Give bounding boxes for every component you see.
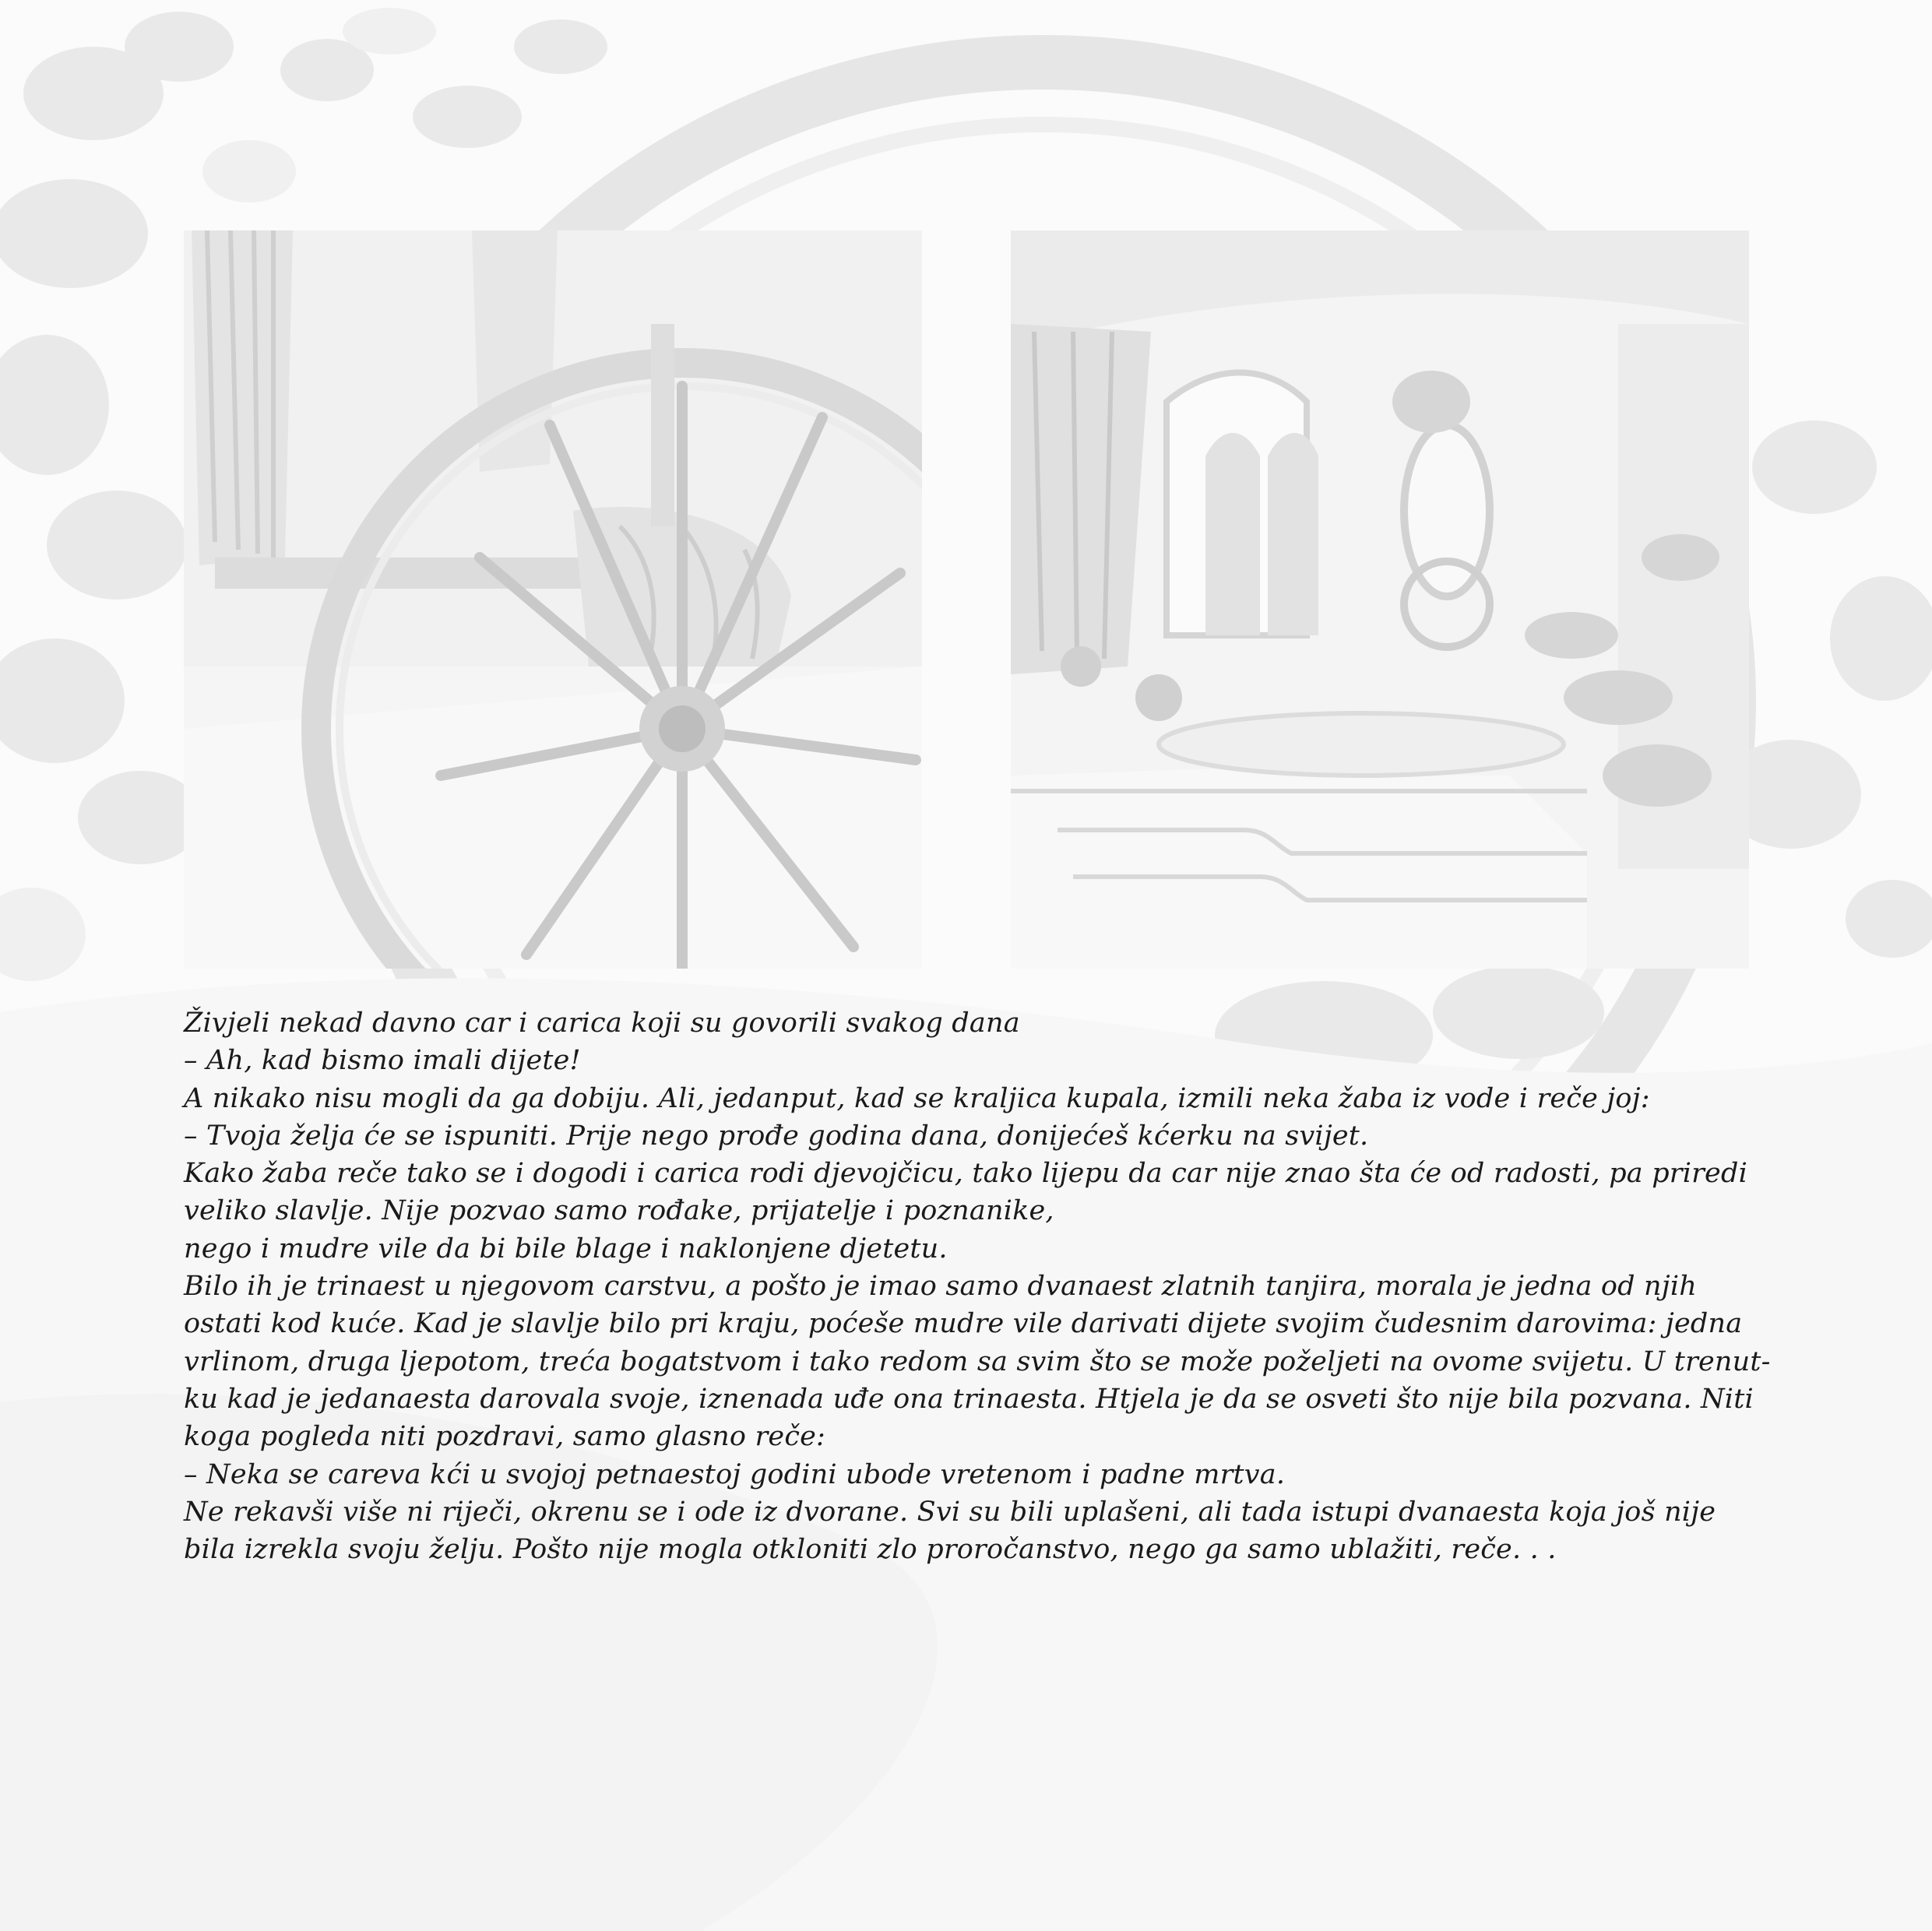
story-line: vrlinom, druga ljepotom, treća bogatstvom i tako redom sa svim što se može poželjeti na ovome svijetu. U trenut- — [184, 1345, 1771, 1377]
story-line: – Tvoja želja će se ispuniti. Prije nego prođe godina dana, donijećeš kćerku na svijet. — [184, 1120, 1369, 1152]
story-line: – Ah, kad bismo imali dijete! — [184, 1045, 581, 1077]
story-line: bila izrekla svoju želju. Pošto nije mogla otkloniti zlo proročanstvo, nego ga samo ublažiti, reče. . . — [184, 1534, 1557, 1566]
story-text — [184, 1004, 1771, 1568]
story-line: ku kad je jedanaesta darovala svoje, iznenada uđe ona trinaesta. Htjela je da se osveti što nije bila pozvana. Niti — [184, 1383, 1754, 1415]
story-line: Bilo ih je trinaest u njegovom carstvu, a pošto je imao samo dvanaest zlatnih tanjira, morala je jedna od njih — [184, 1271, 1697, 1303]
story-line: ostati kod kuće. Kad je slavlje bilo pri kraju, poćeše mudre vile darivati dijete svojim čudesnim darovima: jedna — [184, 1308, 1743, 1340]
story-line: A nikako nisu mogli da ga dobiju. Ali, jedanput, kad se kraljica kupala, izmili neka žaba iz vode i reče joj: — [184, 1082, 1650, 1114]
story-line: nego i mudre vile da bi bile blage i naklonjene djetetu. — [184, 1233, 948, 1264]
tower-room-render — [1011, 230, 1749, 969]
story-line: koga pogleda niti pozdravi, samo glasno reče: — [184, 1421, 826, 1453]
illustration-tower-room — [1011, 230, 1749, 969]
story-line: veliko slavlje. Nije pozvao samo rođake, prijatelje i poznanike, — [184, 1195, 1054, 1227]
spinning-wheel-render — [184, 230, 922, 969]
story-line: – Neka se careva kći u svojoj petnaestoj godini ubode vretenom i padne mrtva. — [184, 1458, 1286, 1490]
story-line: Kako žaba reče tako se i dogodi i carica rodi djevojčicu, tako lijepu da car nije znao šta će od radosti, pa priredi — [184, 1158, 1747, 1190]
story-line: Ne rekavši više ni riječi, okrenu se i ode iz dvorane. Svi su bili uplašeni, ali tada istupi dvanaesta koja još nije — [184, 1496, 1716, 1528]
illustration-spinning-wheel-bedroom — [184, 230, 922, 969]
story-line: Živjeli nekad davno car i carica koji su govorili svakog dana — [184, 1008, 1020, 1039]
